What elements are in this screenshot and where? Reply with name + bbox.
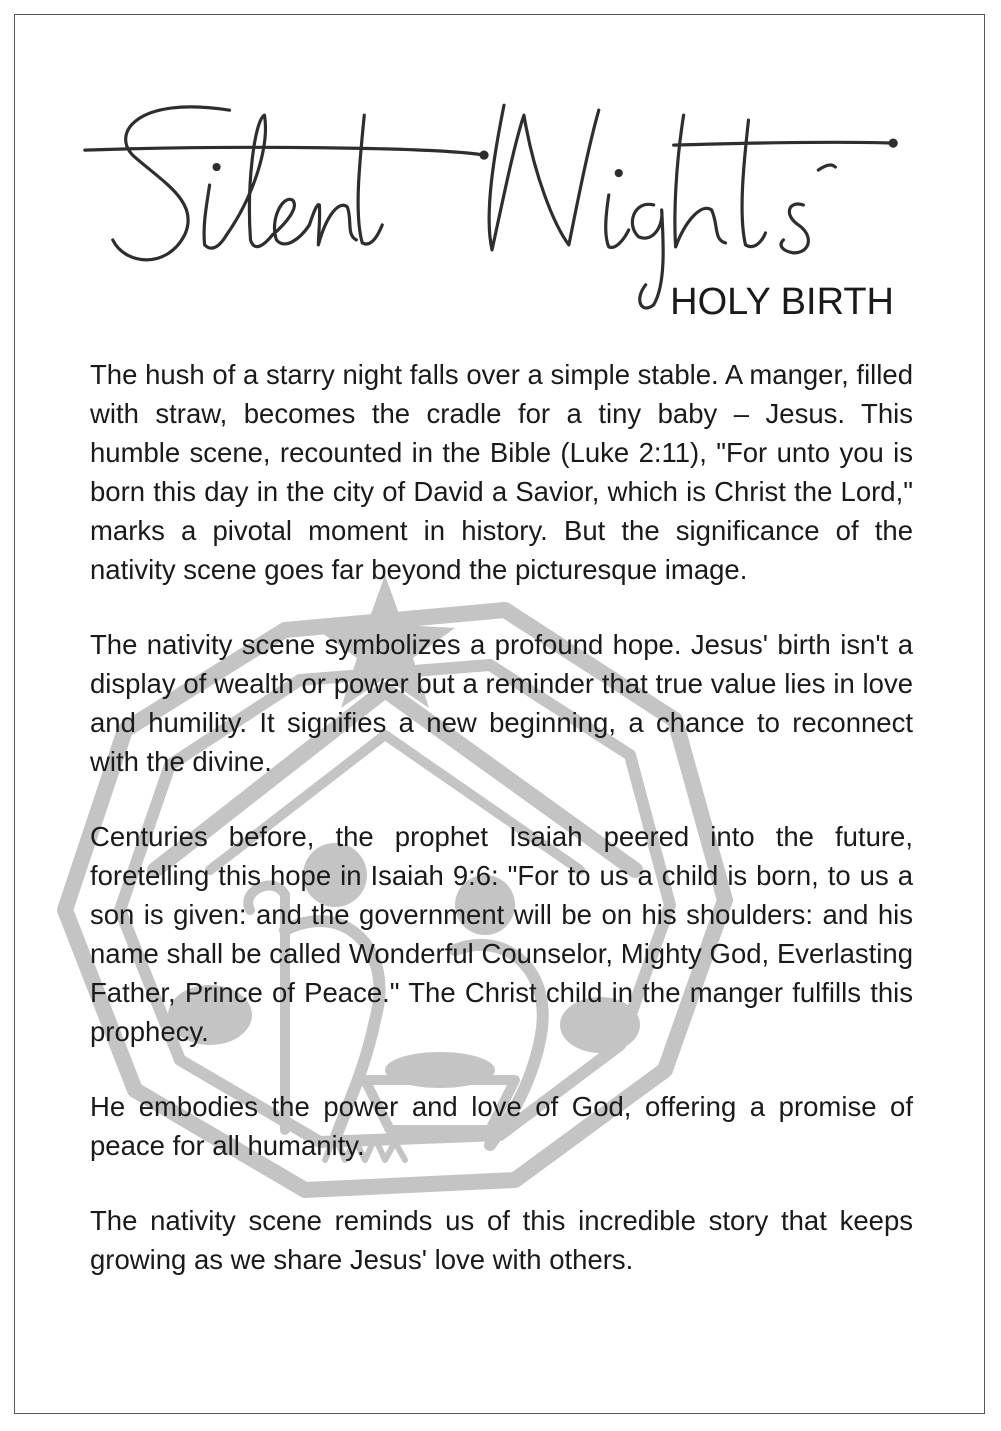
paragraph-2: The nativity scene symbolizes a profound hope. Jesus' birth isn't a display of wealth or power but a reminder that true value lies in love and humility. It signifies a new beginning, a chance to reconnect with the divine. (90, 629, 913, 777)
paragraph-1: The hush of a starry night falls over a simple stable. A manger, filled with straw, becomes the cradle for a tiny baby – Jesus. This humble scene, recounted in the Bible (Luke 2:11), "For unto you is born this day in the city of David a Savior, which is Christ the Lord," marks a pivotal moment in history. But the significance of the nativity scene goes far beyond the picturesque image. (90, 359, 913, 585)
paragraph-3: Centuries before, the prophet Isaiah peered into the future, foretelling this hope in Isaiah 9:6: "For to us a child is born, to us a son is given: and the government will be on his shoulders: and his name shall be called Wonderful Counselor, Mighty God, Everlasting Father, Prince of Peace." The Christ child in the manger fulfills this prophecy. (90, 821, 913, 1047)
body-text (90, 355, 913, 1315)
script-title-logo (15, 75, 984, 315)
subtitle: HOLY BIRTH (670, 281, 894, 323)
paragraph-5: The nativity scene reminds us of this incredible story that keeps growing as we share Jesus' love with others. (90, 1205, 913, 1275)
page-frame (14, 14, 985, 1414)
paragraph-4: He embodies the power and love of God, offering a promise of peace for all humanity. (90, 1091, 913, 1161)
